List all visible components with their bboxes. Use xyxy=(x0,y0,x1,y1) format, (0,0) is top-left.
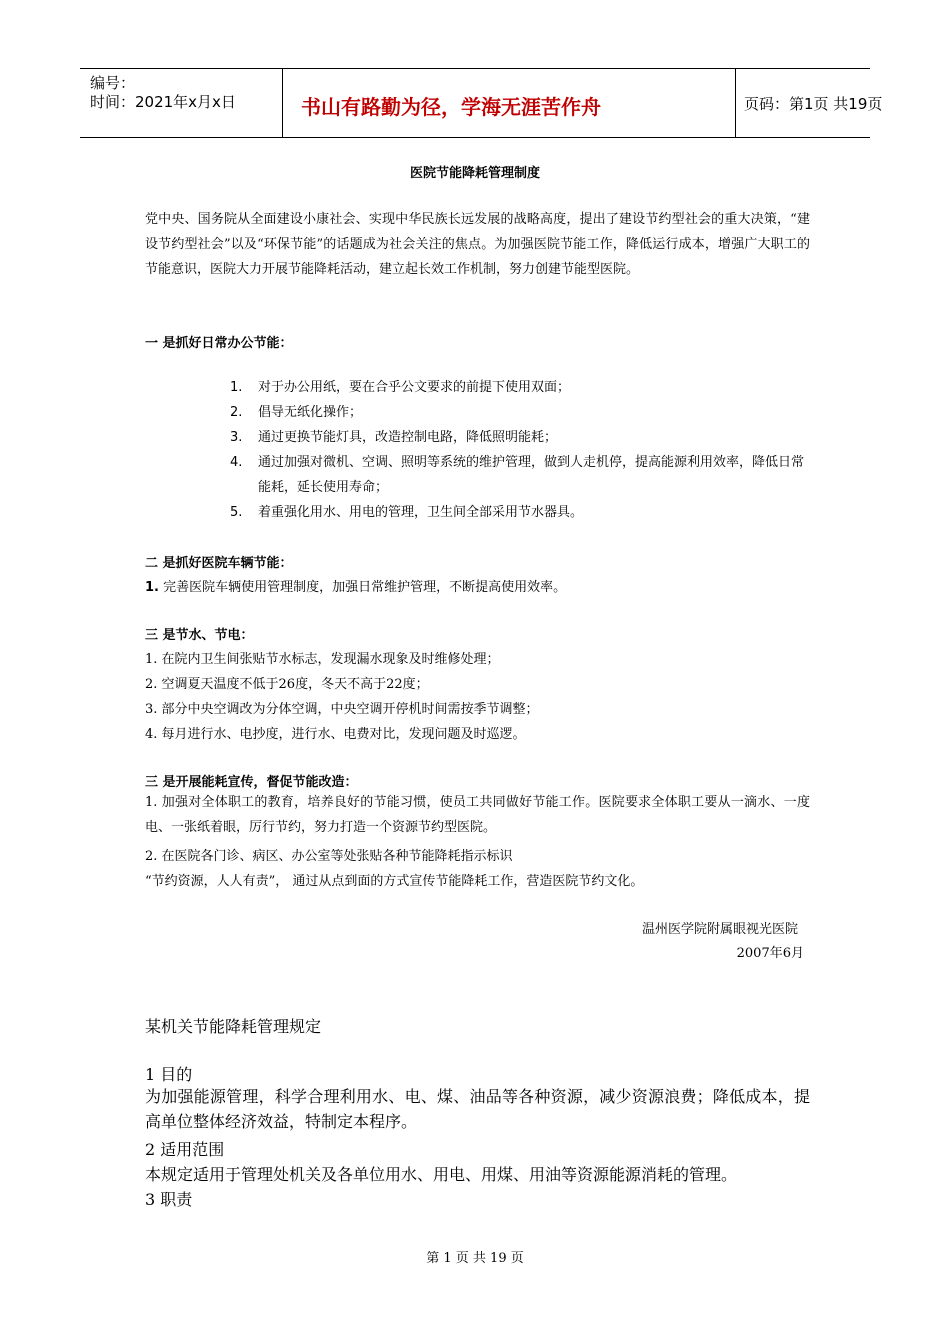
list-item xyxy=(230,425,810,450)
list-item xyxy=(230,375,810,400)
list-item-text: 通过加强对微机、空调、照明等系统的维护管理，做到人走机停，提高能源利用效率，降低日常能耗，延长使用寿命； xyxy=(258,455,805,495)
section2-item-text: 完善医院车辆使用管理制度，加强日常维护管理，不断提高使用效率。 xyxy=(158,580,567,595)
section4-heading: 三 是开展能耗宣传，督促节能改造： xyxy=(145,775,358,790)
section2-item xyxy=(145,576,566,595)
list-item-number: 2. xyxy=(230,405,243,420)
list-item-text: 倡导无纸化操作； xyxy=(258,405,363,420)
part2-heading-3: 3 职责 xyxy=(145,1190,193,1209)
section3-heading: 三 是节水、节电： xyxy=(145,628,254,643)
page-footer: 第 1 页 共 19 页 xyxy=(426,1251,524,1266)
header-right-cell xyxy=(736,69,883,137)
list-item-text: 对于办公用纸，要在合乎公文要求的前提下使用双面； xyxy=(258,380,571,395)
document-title: 医院节能降耗管理制度 xyxy=(409,166,540,181)
section1-list xyxy=(230,375,810,525)
signature-date: 2007年6月 xyxy=(736,946,804,961)
list-item-number: 5. xyxy=(230,505,243,520)
section2-heading: 二 是抓好医院车辆节能： xyxy=(145,556,293,571)
list-item-text: 着重强化用水、用电的管理，卫生间全部采用节水器具。 xyxy=(258,505,584,520)
intro-paragraph: 党中央、国务院从全面建设小康社会、实现中华民族长远发展的战略高度，提出了建设节约型社会的重大决策，“建设节约型社会”以及“环保节能”的话题成为社会关注的焦点。为加强医院节能工作，降低运行成本，增强广大职工的节能意识，医院大力开展节能降耗活动，建立起长效工作机制，努力创建节能型医院。 xyxy=(145,212,810,277)
part2-heading-1: 1 目的 xyxy=(145,1065,193,1084)
part2-paragraph-1: 为加强能源管理，科学合理利用水、电、煤、油品等各种资源，减少资源浪费；降低成本，提高单位整体经济效益，特制定本程序。 xyxy=(145,1087,810,1131)
part2-title: 某机关节能降耗管理规定 xyxy=(145,1017,322,1036)
list-item-number: 1. xyxy=(230,380,243,395)
list-item xyxy=(230,450,810,500)
section3-line: 3. 部分中央空调改为分体空调，中央空调开停机时间需按季节调整； xyxy=(145,702,539,717)
section1-heading: 一 是抓好日常办公节能： xyxy=(145,336,293,351)
signature-org: 温州医学院附属眼视光医院 xyxy=(641,922,798,937)
header-motto: 书山有路勤为径，学海无涯苦作舟 xyxy=(301,95,601,119)
header-mid-cell xyxy=(283,69,736,137)
section4-paragraph: 1. 加强对全体职工的教育，培养良好的节能习惯，使员工共同做好节能工作。医院要求全体职工要从一滴水、一度电、一张纸着眼，厉行节约，努力打造一个资源节约型医院。 xyxy=(145,795,810,835)
header-page-number: 页码：第1页 共19页 xyxy=(744,95,883,113)
header-left-cell xyxy=(80,69,283,137)
section2-item-number: 1. xyxy=(145,580,159,595)
part2-heading-2: 2 适用范围 xyxy=(145,1140,225,1159)
header-table xyxy=(80,68,883,138)
section3-line: 4. 每月进行水、电抄度，进行水、电费对比，发现问题及时巡逻。 xyxy=(145,727,526,742)
list-item xyxy=(230,500,810,525)
section4-line: “节约资源，人人有责”， 通过从点到面的方式宣传节能降耗工作，营造医院节约文化。 xyxy=(145,874,644,889)
doc-time-label: 时间：2021年x月x日 xyxy=(90,93,236,111)
list-item xyxy=(230,400,810,425)
list-item-number: 3. xyxy=(230,430,243,445)
section3-line: 2. 空调夏天温度不低于26度，冬天不高于22度； xyxy=(145,677,429,692)
part2-paragraph-2: 本规定适用于管理处机关及各单位用水、用电、用煤、用油等资源能源消耗的管理。 xyxy=(145,1165,738,1184)
section4-line: 2. 在医院各门诊、病区、办公室等处张贴各种节能降耗指示标识 xyxy=(145,849,513,864)
doc-number-label: 编号： xyxy=(90,74,136,92)
section3-line: 1. 在院内卫生间张贴节水标志，发现漏水现象及时维修处理； xyxy=(145,652,500,667)
list-item-text: 通过更换节能灯具，改造控制电路，降低照明能耗； xyxy=(258,430,558,445)
list-item-number: 4. xyxy=(230,455,243,470)
